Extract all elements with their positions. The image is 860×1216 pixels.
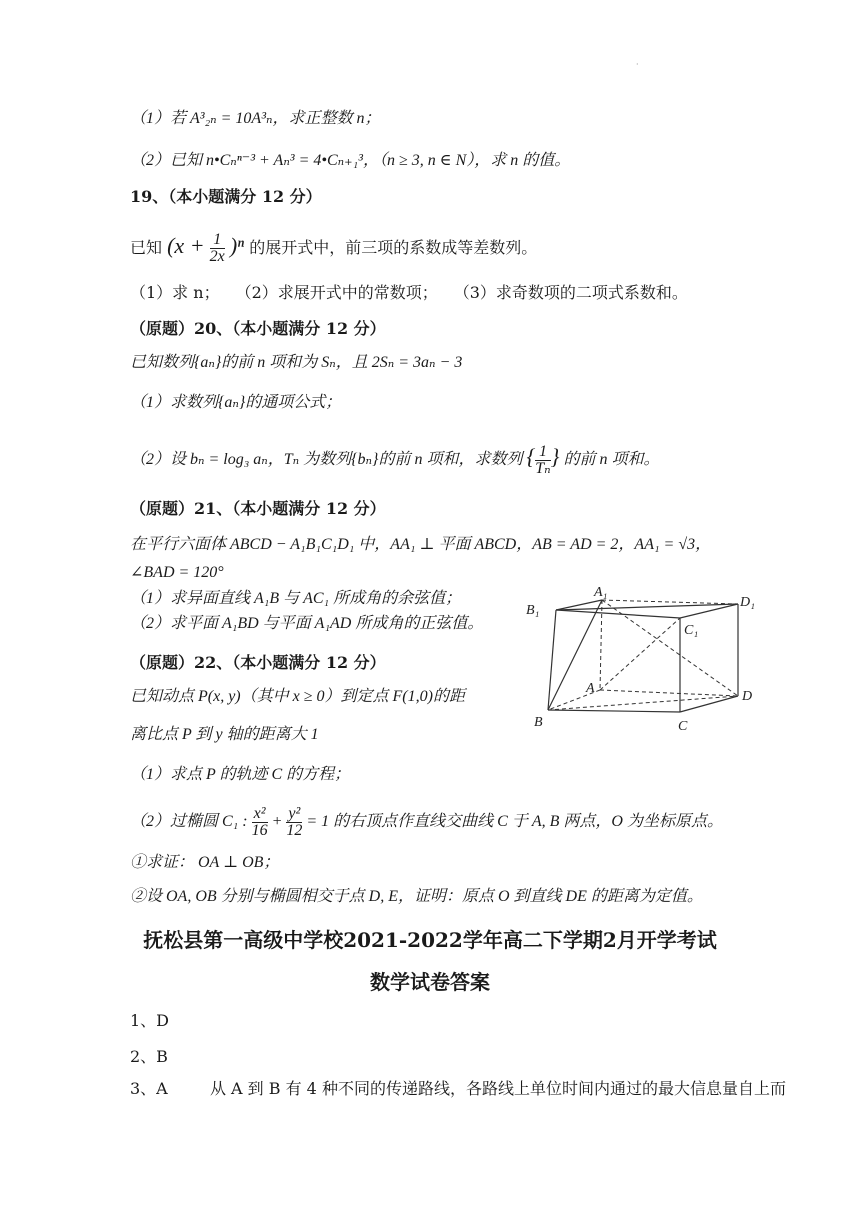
q22-part2 bbox=[130, 806, 723, 839]
answer-3-text: 从 A 到 B 有 4 种不同的传递路线，各路线上单位时间内通过的最大信息量自上而 bbox=[209, 1079, 786, 1098]
q18-part2: （2）已知 n•Cₙⁿ⁻³ + Aₙ³ = 4•Cₙ₊₁³，（n ≥ 3, n ∈ N），求 n 的值。 bbox=[130, 152, 571, 169]
q22-part1: （1）求点 P 的轨迹 C 的方程； bbox=[130, 766, 351, 783]
q19-fraction bbox=[210, 232, 225, 265]
q20-brace-close: } bbox=[550, 444, 560, 470]
q18-part1: （1）若 A³₂ₙ = 10A³ₙ，求正整数 n； bbox=[130, 110, 381, 127]
answer-1: 1、D bbox=[130, 1011, 170, 1030]
label-a1: A₁ bbox=[594, 585, 608, 600]
label-b: B bbox=[534, 715, 543, 730]
q22-frac-x-den: 16 bbox=[251, 822, 268, 839]
q21-part1: （1）求异面直线 A₁B 与 AC₁ 所成角的余弦值； bbox=[130, 590, 462, 607]
label-d: D bbox=[742, 689, 753, 704]
label-c: C bbox=[678, 719, 688, 734]
answer-3-label: 3、A bbox=[130, 1079, 168, 1098]
q22-frac-x-num: x² bbox=[252, 806, 268, 823]
edge-b-d bbox=[548, 696, 738, 710]
q20-stem: 已知数列{aₙ}的前 n 项和为 Sₙ，且 2Sₙ = 3aₙ − 3 bbox=[130, 354, 463, 371]
q20-part1: （1）求数列{aₙ}的通项公式； bbox=[130, 394, 342, 411]
q20-frac-num: 1 bbox=[535, 444, 550, 461]
edge-b-c bbox=[548, 710, 680, 712]
q22-plus: + bbox=[271, 813, 283, 831]
parallelepiped-figure bbox=[520, 580, 760, 740]
q20-frac-den: Tₙ bbox=[535, 460, 551, 477]
q21-stem2: ∠BAD = 120° bbox=[130, 564, 224, 581]
q22-part2-pre: （2）过椭圆 C₁ : bbox=[130, 813, 248, 831]
q22-frac-y bbox=[286, 806, 302, 839]
q22-frac-x bbox=[252, 806, 268, 839]
q22-stem2: 离比点 P 到 y 轴的距离大 1 bbox=[130, 726, 319, 743]
edge-b1-c1 bbox=[556, 610, 680, 618]
q20-part2-pre: （2）设 bₙ = log₃ aₙ，Tₙ 为数列{bₙ}的前 n 项和，求数列 bbox=[130, 451, 523, 469]
q19-stem bbox=[130, 232, 537, 265]
q20-brace-open: { bbox=[526, 444, 536, 470]
q21-stem1: 在平行六面体 ABCD − A₁B₁C₁D₁ 中，AA₁ ⊥ 平面 ABCD，AB = AD = 2，AA₁ = √3， bbox=[130, 536, 712, 553]
edge-a-c1 bbox=[600, 618, 680, 690]
q19-expr-close: )ⁿ bbox=[229, 233, 245, 258]
q22-title: （原题）22、（本小题满分 12 分） bbox=[130, 653, 386, 672]
q21-part2: （2）求平面 A₁BD 与平面 A₁AD 所成角的正弦值。 bbox=[130, 615, 484, 632]
label-c1: C₁ bbox=[684, 623, 699, 638]
answer-2: 2、B bbox=[130, 1047, 168, 1066]
q22-sub-b: ②设 OA, OB 分别与椭圆相交于点 D, E，证明：原点 O 到直线 DE 的距离为定值。 bbox=[130, 888, 703, 905]
edge-a-d bbox=[600, 690, 738, 696]
answer-3 bbox=[130, 1078, 786, 1100]
edge-b1-d1 bbox=[556, 604, 738, 610]
q20-part2 bbox=[130, 444, 659, 477]
q22-sub-a: ①求证： OA ⊥ OB； bbox=[130, 854, 280, 871]
q19-parts: （1）求 n； （2）求展开式中的常数项； （3）求奇数项的二项式系数和。 bbox=[130, 283, 688, 302]
q22-frac-y-num: y² bbox=[286, 806, 302, 823]
label-d1: D₁ bbox=[740, 595, 755, 610]
q19-frac-den: 2x bbox=[209, 248, 225, 265]
q19-frac-num: 1 bbox=[210, 232, 225, 249]
q21-title: （原题）21、（本小题满分 12 分） bbox=[130, 499, 386, 518]
q22-frac-y-den: 12 bbox=[286, 822, 303, 839]
label-b1: B₁ bbox=[526, 603, 540, 618]
label-a: A bbox=[586, 681, 595, 696]
q20-part2-post: 的前 n 项和。 bbox=[563, 451, 660, 469]
q19-stem-pre: 已知 bbox=[130, 238, 163, 257]
edge-a1-d bbox=[602, 600, 738, 696]
answer-heading-line1: 抚松县第一高级中学校2021-2022学年高二下学期2月开学考试 bbox=[143, 928, 717, 952]
q19-title: 19、（本小题满分 12 分） bbox=[130, 187, 322, 206]
q20-fraction bbox=[535, 444, 550, 477]
q22-part2-post: = 1 的右顶点作直线交曲线 C 于 A, B 两点，O 为坐标原点。 bbox=[306, 813, 723, 831]
q22-stem1: 已知动点 P(x, y)（其中 x ≥ 0）到定点 F(1,0)的距 bbox=[130, 688, 465, 705]
q20-title: （原题）20、（本小题满分 12 分） bbox=[130, 319, 386, 338]
answer-heading-line2: 数学试卷答案 bbox=[370, 970, 490, 994]
page-dot: · bbox=[636, 60, 639, 69]
q19-expr-open: (x + bbox=[167, 233, 205, 258]
edge-a1-d1 bbox=[602, 600, 738, 604]
q19-stem-post: 的展开式中，前三项的系数成等差数列。 bbox=[249, 238, 538, 257]
